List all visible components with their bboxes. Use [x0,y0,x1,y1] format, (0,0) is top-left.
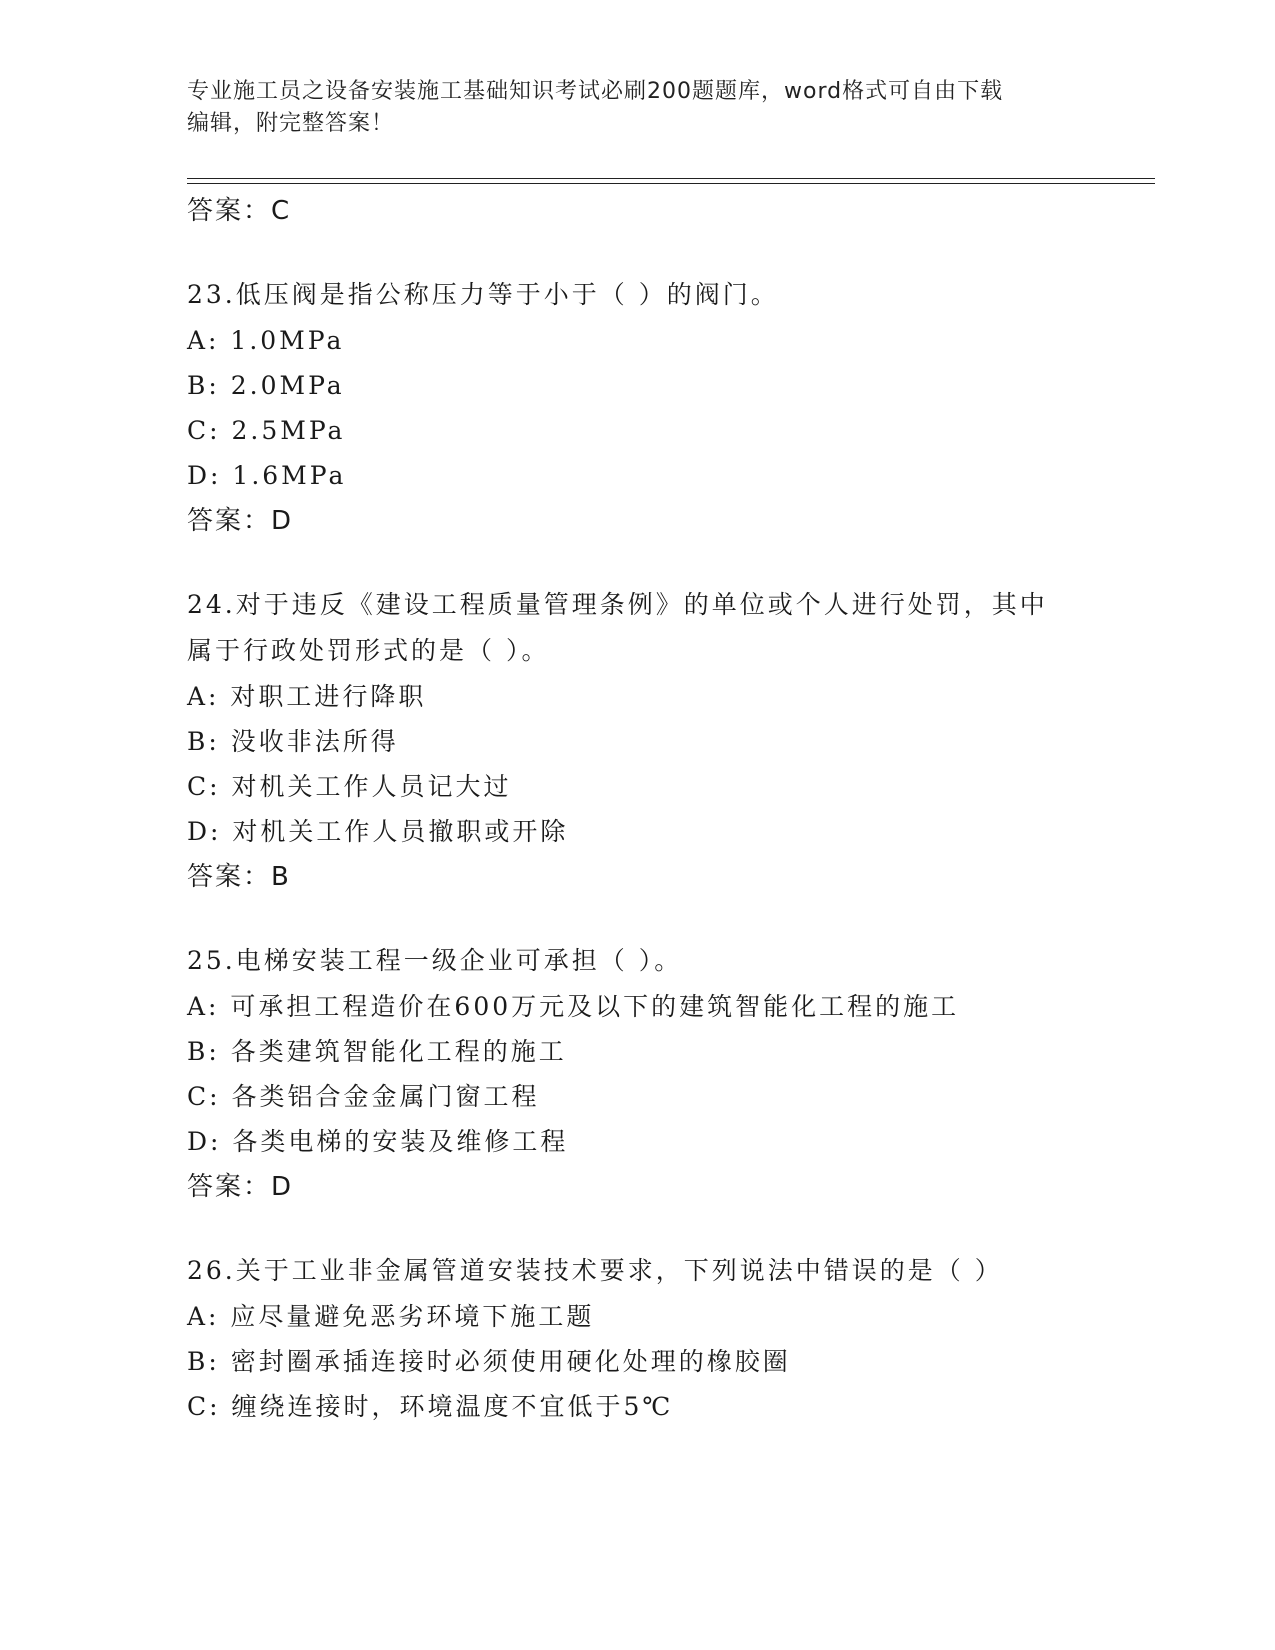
option-a: A: 应尽量避免恶劣环境下施工题 [187,1302,595,1331]
option-b: B: 密封圈承插连接时必须使用硬化处理的橡胶圈 [187,1347,791,1376]
header-line-2: 编辑，附完整答案！ [187,111,395,136]
answer: 答案：D [187,506,294,536]
option-d: D: 各类电梯的安装及维修工程 [187,1127,569,1156]
option-c: C: 缠绕连接时，环境温度不宜低于5℃ [187,1392,674,1421]
option-a: A: 对职工进行降职 [187,682,427,711]
answer: 答案：B [187,862,291,892]
question-26 [187,1248,1147,1429]
header-line-1: 专业施工员之设备安装施工基础知识考试必刷200题题库，word格式可自由下载 [187,79,1004,104]
question-stem-continued: 属于行政处罚形式的是（ ）。 [187,636,550,665]
document-header [187,76,1087,140]
option-a: A: 1.0MPa [187,326,345,355]
option-c: C: 各类铝合金金属门窗工程 [187,1082,540,1111]
question-list [187,188,1147,1429]
option-d: D: 1.6MPa [187,461,347,490]
question-stem: 25.电梯安装工程一级企业可承担（ ）。 [187,946,683,975]
answer: 答案：D [187,1172,294,1202]
option-c: C: 对机关工作人员记大过 [187,772,512,801]
question-24 [187,582,1147,900]
question-stem: 24.对于违反《建设工程质量管理条例》的单位或个人进行处罚，其中 [187,590,1048,619]
option-c: C: 2.5MPa [187,416,346,445]
previous-answer: 答案：C [187,196,292,226]
option-a: A: 可承担工程造价在600万元及以下的建筑智能化工程的施工 [187,992,960,1021]
question-stem: 23.低压阀是指公称压力等于小于（ ）的阀门。 [187,280,779,309]
option-b: B: 2.0MPa [187,371,345,400]
question-23 [187,272,1147,544]
question-25 [187,938,1147,1210]
header-rule-bottom [187,183,1155,184]
option-b: B: 没收非法所得 [187,727,399,756]
option-d: D: 对机关工作人员撤职或开除 [187,817,569,846]
question-stem: 26.关于工业非金属管道安装技术要求，下列说法中错误的是（ ） [187,1256,1003,1285]
option-b: B: 各类建筑智能化工程的施工 [187,1037,567,1066]
header-rule-top [187,178,1155,179]
